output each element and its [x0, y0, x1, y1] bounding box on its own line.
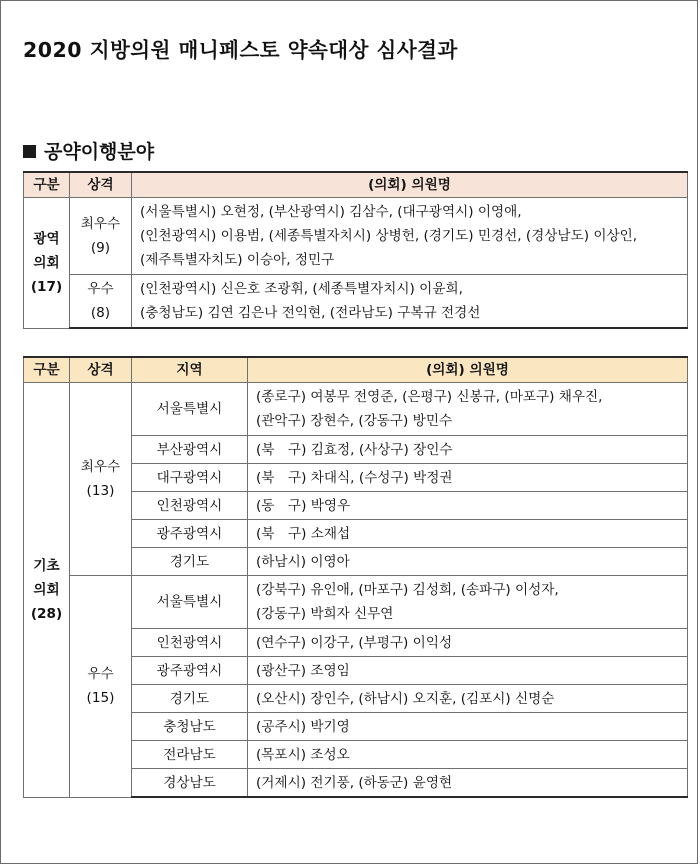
square-bullet-icon — [23, 145, 36, 158]
award-cell — [70, 576, 132, 798]
table-row — [24, 275, 688, 329]
award-name: 우수 — [87, 281, 114, 297]
header-members: (의회) 의원명 — [132, 172, 688, 198]
region-cell: 경상남도 — [132, 769, 248, 798]
region-cell: 충청남도 — [132, 713, 248, 741]
region-cell: 서울특별시 — [132, 576, 248, 629]
group-name: 기초 — [33, 557, 60, 574]
region-cell: 경기도 — [132, 548, 248, 576]
award-name: 우수 — [87, 666, 114, 683]
metropolitan-council-table — [23, 171, 688, 329]
award-cell — [70, 198, 132, 275]
members-cell: (오산시) 장인수, (하남시) 오지훈, (김포시) 신명순 — [248, 685, 688, 713]
member-line: (인천광역시) 이용범, (세종특별자치시) 상병헌, (경기도) 민경선, (경상남도) 이상인, — [140, 228, 638, 244]
award-cell — [70, 275, 132, 329]
members-cell: (북 구) 소재섭 — [248, 520, 688, 548]
members-cell — [248, 383, 688, 436]
document-title: 2020 지방의원 매니페스토 약속대상 심사결과 — [23, 38, 458, 62]
members-cell: (거제시) 전기풍, (하동군) 윤영현 — [248, 769, 688, 798]
member-line: (제주특별자치도) 이승아, 정민구 — [140, 252, 335, 268]
member-line: (종로구) 여봉무 전영준, (은평구) 신봉규, (마포구) 채우진, — [256, 389, 603, 405]
group-name-2: 의회 — [33, 254, 60, 271]
award-count: (15) — [86, 690, 115, 707]
members-cell: (연수구) 이강구, (부평구) 이익성 — [248, 629, 688, 657]
region-cell: 광주광역시 — [132, 657, 248, 685]
region-cell: 전라남도 — [132, 741, 248, 769]
header-award: 상격 — [70, 357, 132, 383]
section-heading — [23, 137, 154, 164]
header-region: 지역 — [132, 357, 248, 383]
table-row — [24, 383, 688, 436]
members-cell: (동 구) 박영우 — [248, 492, 688, 520]
region-cell: 대구광역시 — [132, 464, 248, 492]
region-cell: 인천광역시 — [132, 492, 248, 520]
member-line: (관악구) 장현수, (강동구) 방민수 — [256, 413, 453, 429]
group-count: (28) — [30, 605, 63, 622]
members-cell — [132, 198, 688, 275]
region-cell: 광주광역시 — [132, 520, 248, 548]
award-count: (13) — [86, 483, 115, 499]
group-name-2: 의회 — [33, 581, 60, 598]
award-count: (8) — [90, 305, 111, 321]
basic-council-table — [23, 356, 688, 798]
members-cell: (공주시) 박기영 — [248, 713, 688, 741]
members-cell — [132, 275, 688, 329]
region-cell: 인천광역시 — [132, 629, 248, 657]
members-cell: (광산구) 조영임 — [248, 657, 688, 685]
members-cell: (북 구) 차대식, (수성구) 박정권 — [248, 464, 688, 492]
award-cell — [70, 383, 132, 576]
member-line: (강동구) 박희자 신무연 — [256, 606, 394, 622]
region-cell: 경기도 — [132, 685, 248, 713]
section-title: 공약이행분야 — [44, 141, 155, 163]
award-name: 최우수 — [80, 216, 121, 232]
group-name: 광역 — [33, 230, 60, 247]
header-category: 구분 — [24, 172, 70, 198]
members-cell: (북 구) 김효정, (사상구) 장인수 — [248, 436, 688, 464]
award-count: (9) — [90, 240, 111, 256]
group-cell — [24, 198, 70, 329]
table-row — [24, 576, 688, 629]
table-row — [24, 198, 688, 275]
members-cell — [248, 576, 688, 629]
award-name: 최우수 — [80, 459, 121, 475]
header-category: 구분 — [24, 357, 70, 383]
member-line: (강북구) 유인애, (마포구) 김성희, (송파구) 이성자, — [256, 582, 559, 598]
group-cell — [24, 383, 70, 798]
region-cell: 부산광역시 — [132, 436, 248, 464]
member-line: (충청남도) 김연 김은나 전익현, (전라남도) 구복규 전경선 — [140, 305, 481, 321]
member-line: (서울특별시) 오현정, (부산광역시) 김삼수, (대구광역시) 이영애, — [140, 204, 522, 220]
region-cell: 서울특별시 — [132, 383, 248, 436]
members-cell: (목포시) 조성오 — [248, 741, 688, 769]
group-count: (17) — [30, 278, 63, 295]
members-cell: (하남시) 이영아 — [248, 548, 688, 576]
header-members: (의회) 의원명 — [248, 357, 688, 383]
header-award: 상격 — [70, 172, 132, 198]
member-line: (인천광역시) 신은호 조광휘, (세종특별자치시) 이윤희, — [140, 281, 463, 297]
